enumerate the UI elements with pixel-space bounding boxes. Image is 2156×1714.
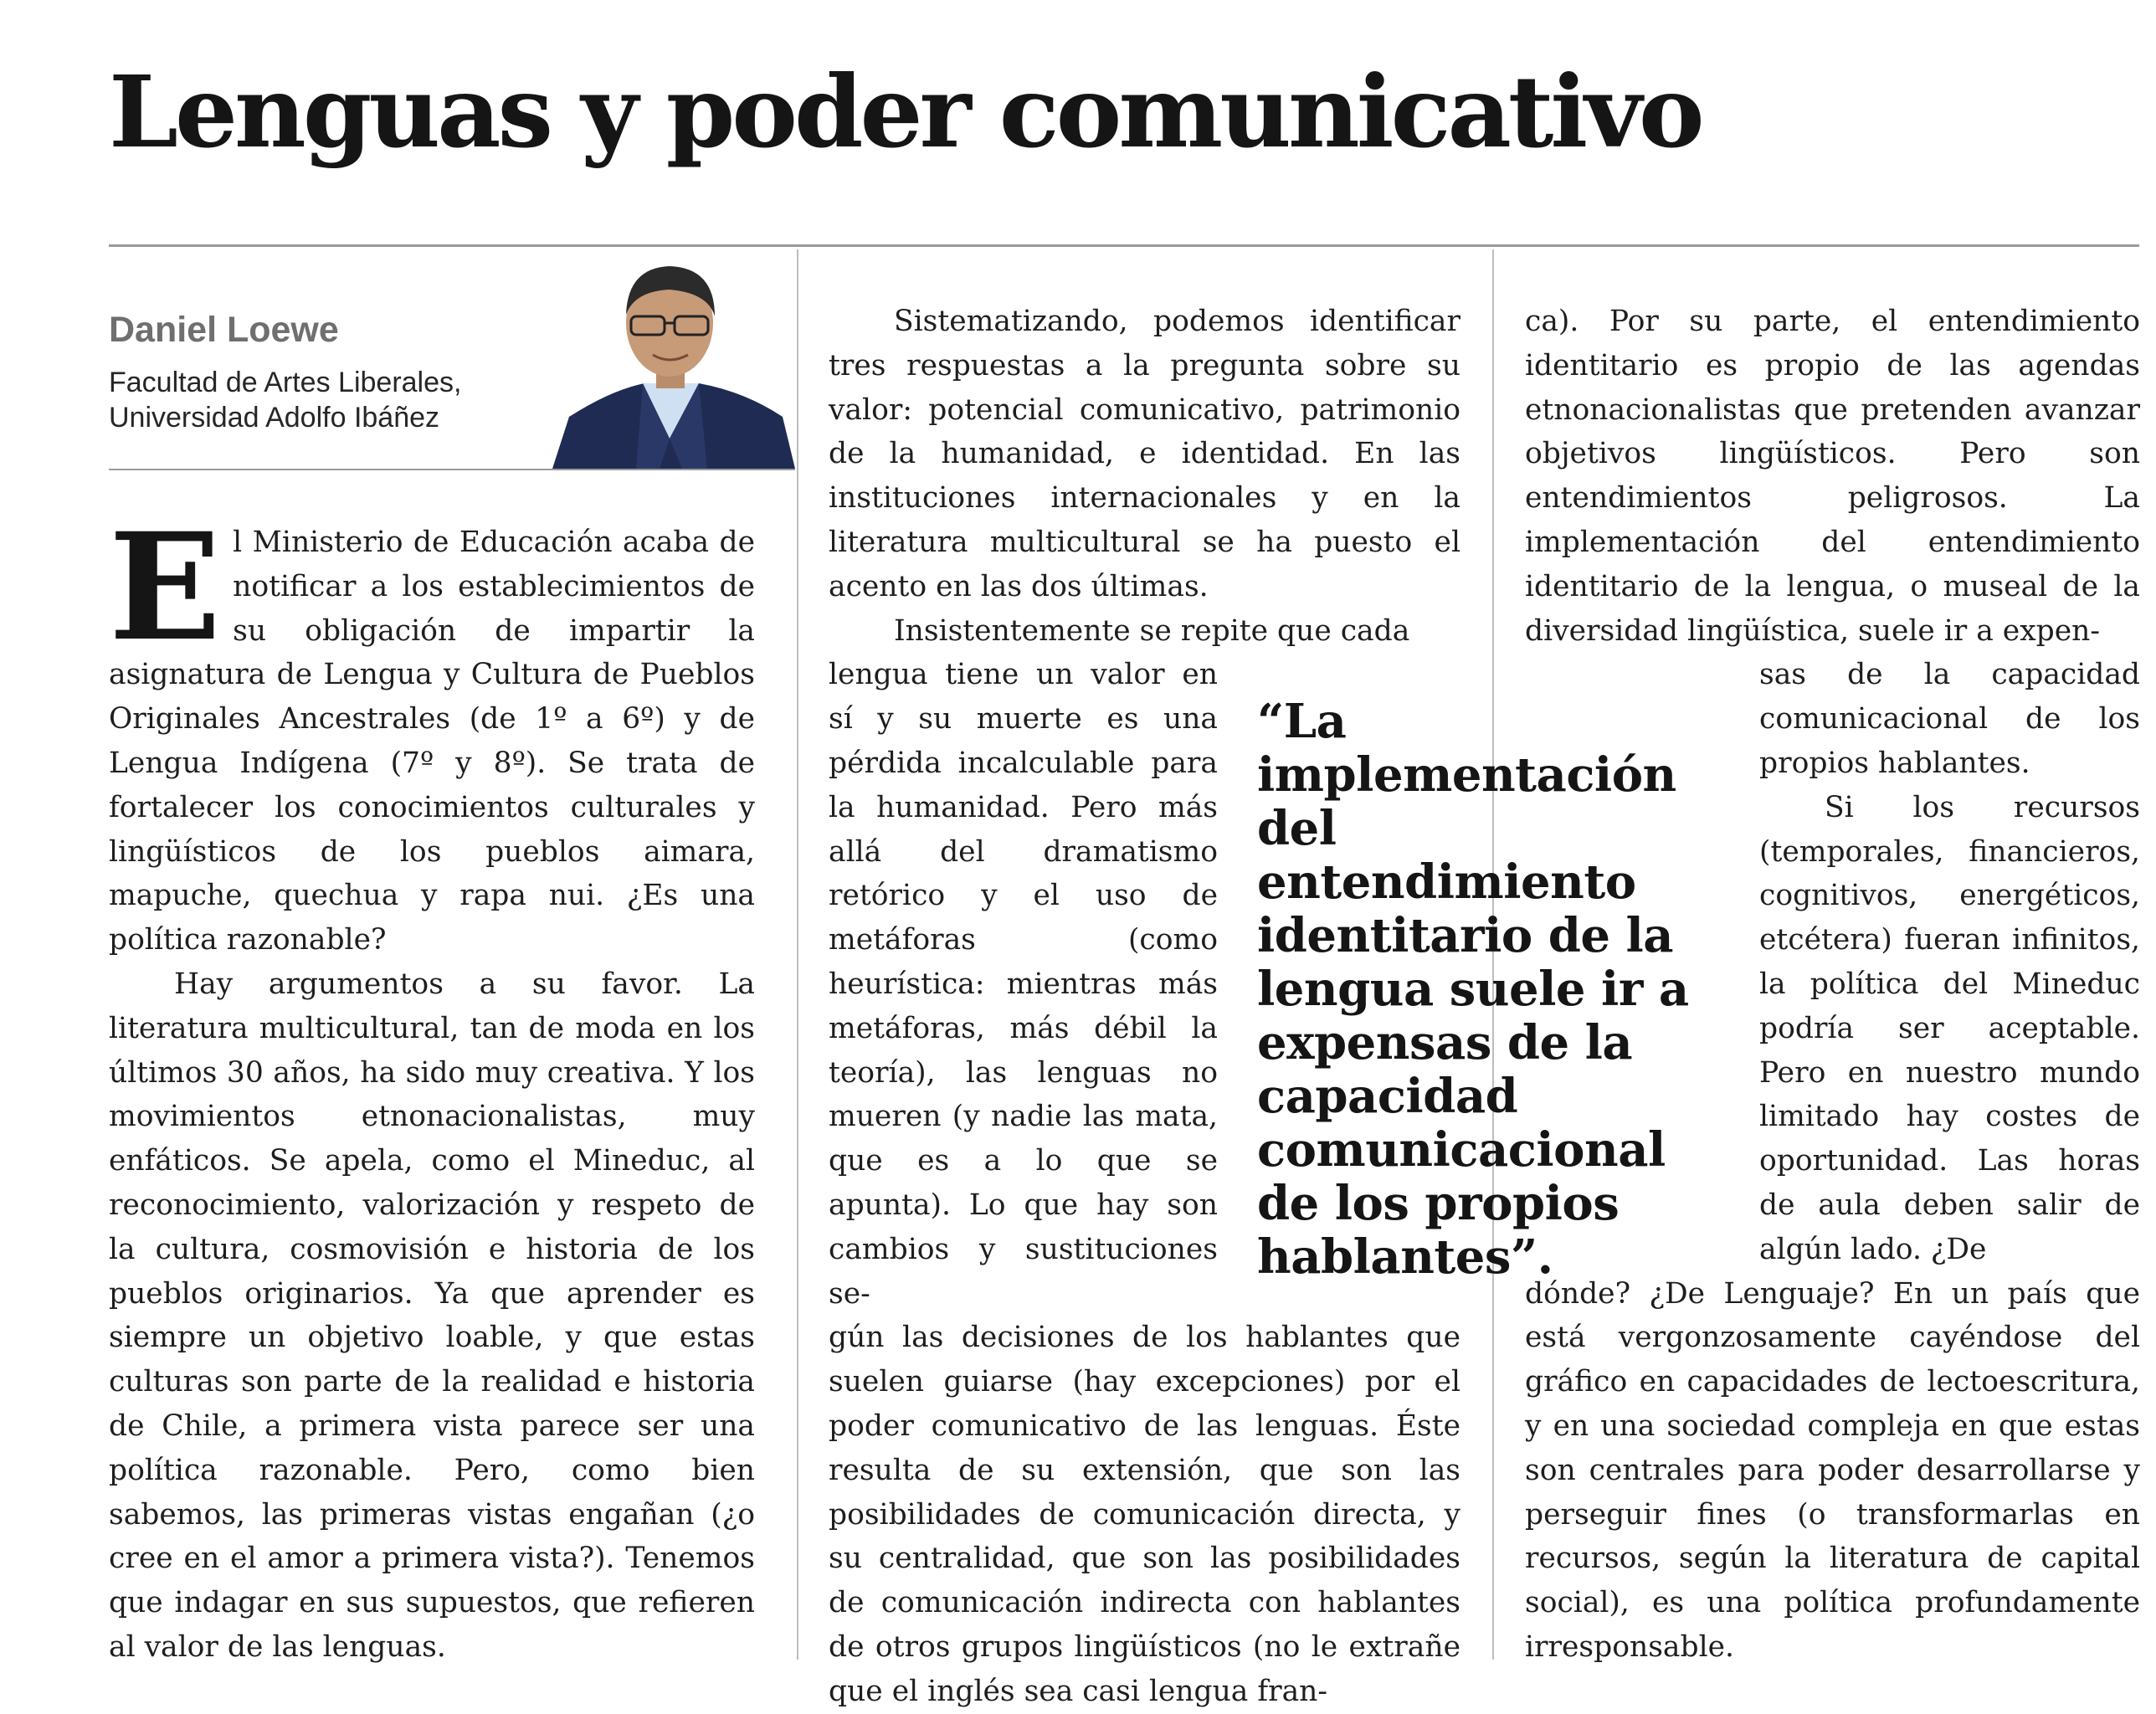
author-affiliation: [109, 365, 461, 435]
top-rule: [109, 244, 2139, 247]
paragraph-identity-narrow: sas de la capacidad comunicacional de los propios hablantes.: [1759, 658, 2140, 780]
paragraph-insistence-rest: gún las decisiones de los hablantes que suelen guiarse (hay excepciones) por el poder comunicativo de las lenguas. Éste resulta de su extensión, que son las posibilidades de comunicación directa, y su centralidad, que son las posibilidades de comunicación indirecta con hablantes de otros grupos lingüísticos (no le extrañe que el inglés sea casi lengua fran-: [829, 1321, 1460, 1708]
paragraph-systematizing: Sistematizando, podemos identificar tres respuestas a la pregunta sobre su valor: potencial comunicativo, patrimonio de la humanidad, e identidad. En las instituciones internacionales y en la literatura multicultural se ha puesto el acento en las dos últimas.: [829, 305, 1460, 603]
byline-box: [109, 249, 795, 470]
paragraph-identity-head: ca). Por su parte, el entendimiento identitario es propio de las agendas etnonacionalistas que pretenden avanzar objetivos lingüísticos. Pero son entendimientos peligrosos. La implementación del entendimiento identitario de la lengua, o museal de la diversidad lingüística, suele ir a expen-: [1525, 305, 2140, 648]
affiliation-line-2: Universidad Adolfo Ibáñez: [109, 402, 440, 434]
paragraph-resources-narrow: Si los recursos (temporales, financieros, cognitivos, energéticos, etcétera) fueran infinitos, la política del Mineduc podría ser aceptable. Pero en nuestro mundo limitado hay costes de oportunidad. Las horas de aula deben salir de algún lado. ¿De: [1759, 790, 2140, 1266]
headline: Lenguas y poder comunicativo: [109, 54, 1702, 170]
author-name: Daniel Loewe: [109, 310, 339, 350]
paragraph-arguments: Hay argumentos a su favor. La literatura multicultural, tan de moda en los últimos 30 años, ha sido muy creativa. Y los movimientos etnonacionalistas, muy enfáticos. Se apela, como el Mineduc, al reconocimiento, valorización y respeto de la cultura, cosmovisión e historia de los pueblos originarios. Ya que aprender es siempre un objetivo loable, y que estas culturas son parte de la realidad e historia de Chile, a primera vista parece ser una política razonable. Pero, como bien sabemos, las primeras vistas engañan (¿o cree en el amor a primera vista?). Tenemos que indagar en sus supuestos, que refieren al valor de las lenguas.: [109, 967, 755, 1664]
paragraph-resources-rest: dónde? ¿De Lenguaje? En un país que está vergonzosamente cayéndose del gráfico en capacidades de lectoescritura, y en una sociedad compleja en que estas son centrales para poder desarrollarse y perseguir fines (o transformarlas en recursos, según la literatura de capital social), es una política profundamente irresponsable.: [1525, 1276, 2140, 1664]
affiliation-line-1: Facultad de Artes Liberales,: [109, 367, 462, 398]
column-divider-1: [797, 249, 798, 1660]
author-photo: [544, 249, 795, 469]
paragraph-insistence-head: Insistentemente se repite que cada: [894, 613, 1410, 648]
drop-cap: E: [109, 500, 222, 674]
paragraph-intro: [109, 500, 755, 962]
paragraph-intro-text: l Ministerio de Educación acaba de notificar a los establecimientos de su obligación de impartir la asignatura de Lengua y Cultura de Pueblos Originales Ancestrales (de 1º a 6º) y de Lengua Indígena (7º y 8º). Se trata de fortalecer los conocimientos culturales y lingüísticos de los pueblos aimara, mapuche, quechua y rapa nui. ¿Es una política razonable?: [109, 526, 755, 957]
paragraph-insistence-narrow: lengua tiene un valor en sí y su muerte es una pérdida incalculable para la humanidad. Pero más allá del dramatismo retórico y el uso de metáforas (como heurística: mientras más metáforas, más débil la teoría), las lenguas no mueren (y nadie las mata, que es a lo que se apunta). Lo que hay son cambios y sustituciones se-: [829, 658, 1218, 1311]
pull-quote: “La implementación del entendimiento identitario de la lengua suele ir a expensas de la capacidad comunicacional de los propios hablantes”.: [1257, 694, 1689, 1285]
article-column-1: [109, 500, 755, 1670]
